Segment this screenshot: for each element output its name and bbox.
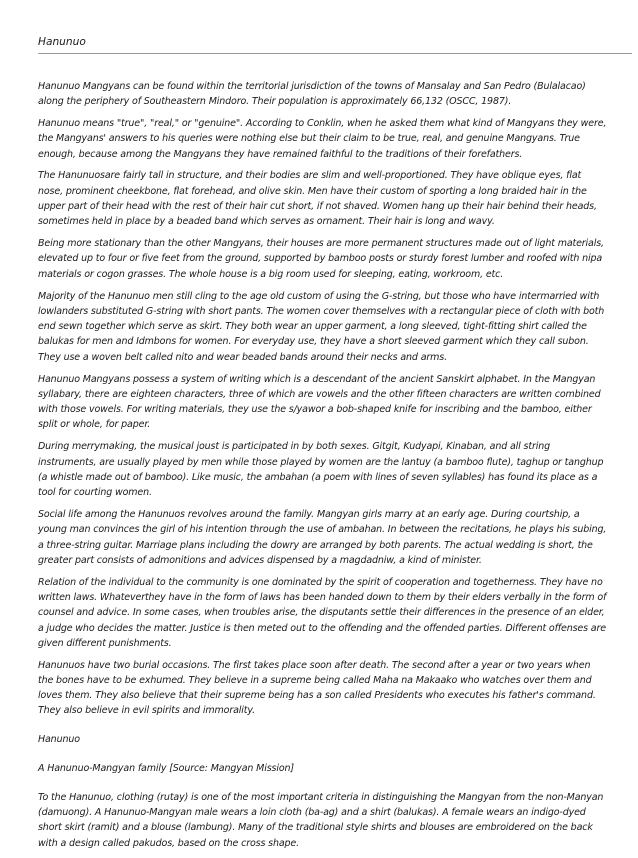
paragraph-appearance: The Hanunuosare fairly tall in structure, and their bodies are slim and well-proportioned. They have oblique eyes, flat nose, prominent cheekbone, flat forehead, and olive skin. Men have their custom of sporting a long braided hair in the upper part of their head with the rest of their hair cut short, if not shaved. Women hang up their hair behind their heads, sometimes held in place by a beaded band which serves as ornament. Their hair is long and wavy. [38,170,597,228]
paragraph-community: Relation of the individual to the community is one dominated by the spirit of cooperation and togetherness. They have no written laws. Whateverthey have in the form of laws has been handed down to them by their elders verbally in the form of counsel and advice. In some cases, when troubles arise, the disputants settle their differences in the presence of an elder, a judge who decides the matter. Justice is then meted out to the offending and the offended parties. Different offenses are given different punishments. [38,576,607,649]
paragraph-traditional-dress: To the Hanunuo, clothing (rutay) is one of the most important criteria in distinguishing the Mangyan from the non-Manyan (damuong). A Hanunuo-Mangyan male wears a loin cloth (ba-ag) and a shirt (balukas). A female wears an indigo-dyed short skirt (ramit) and a blouse (lambung). Many of the traditional style shirts and blouses are embroidered on the back with a design called pakudos, based on the cross shape. [38,791,604,849]
page-header-title: Hanunuo [38,36,86,48]
paragraph-social-life: Social life among the Hanunuos revolves around the family. Mangyan girls marry at an early age. During courtship, a young man convinces the girl of his intention through the use of ambahan. In between the recitations, he plays his subing, a three-string guitar. Marriage plans including the dowry are arranged by both parents. The actual wedding is short, the greater part consists of admonitions and advices dispensed by a magdadniw, a kind of minister. [38,508,607,566]
figure-caption: A Hanunuo-Mangyan family [Source: Mangyan Mission] [38,763,294,775]
paragraph-name-meaning: Hanunuo means "true", "real," or "genuine". According to Conklin, when he asked them what kind of Mangyans they were, the Mangyans' answers to his queries were nothing else but their claim to be true, real, and genuine Mangyans. True enough, because among the Mangyans they have remained faithful to the traditions of their forefathers. [38,118,607,160]
caption-label: Hanunuo [38,734,80,746]
header-divider [38,53,632,54]
paragraph-clothing: Majority of the Hanunuo men still cling to the age old custom of using the G-string, but those who have intermarried with lowlanders substituted G-string with short pants. The women cover themselves with a rectangular piece of cloth with both end sewn together which serve as skirt. They both wear an upper garment, a long sleeved, tight-fitting shirt called the balukas for men and Idmbons for women. For everyday use, they have a short sleeved garment which they call subon. They use a woven belt called nito and wear beaded bands around their necks and arms. [38,290,605,363]
paragraph-writing: Hanunuo Mangyans possess a system of writing which is a descendant of the ancient Sanskirt alphabet. In the Mangyan syllabary, there are eighteen characters, three of which are vowels and the other fifteen characters are written combined with those vowels. For writing materials, they use the s/yawor a bob-shaped knife for inscribing and the bamboo, either split or whole, for paper. [38,373,601,431]
paragraph-music: During merrymaking, the musical joust is participated in by both sexes. Gitgit, Kudyapi, Kinaban, and all string instruments, are usually played by men while those played by women are the lantuy (a bamboo flute), taghup or tanghup (a whistle made out of bamboo). Like music, the ambahan (a poem with lines of seven syllables) has found its place as a tool for courting women. [38,441,604,499]
paragraph-houses: Being more stationary than the other Mangyans, their houses are more permanent structures made out of light materials, elevated up to four or five feet from the ground, supported by bamboo posts or sturdy forest lumber and roofed with nipa materials or cogon grasses. The whole house is a big room used for sleeping, eating, workroom, etc. [38,238,604,280]
paragraph-burial: Hanunuos have two burial occasions. The first takes place soon after death. The second after a year or two years when the bones have to be exhumed. They believe in a supreme being called Maha na Makaako who watches over them and loves them. They also believe that their supreme being has a son called Presidents who executes his father's command. They also believe in evil spirits and immorality. [38,659,596,717]
paragraph-location: Hanunuo Mangyans can be found within the territorial jurisdiction of the towns of Mansalay and San Pedro (Bulalacao) along the periphery of Southeastern Mindoro. Their population is approximately 66,132 (OSCC, 1987). [38,81,586,108]
document-body [38,79,608,858]
